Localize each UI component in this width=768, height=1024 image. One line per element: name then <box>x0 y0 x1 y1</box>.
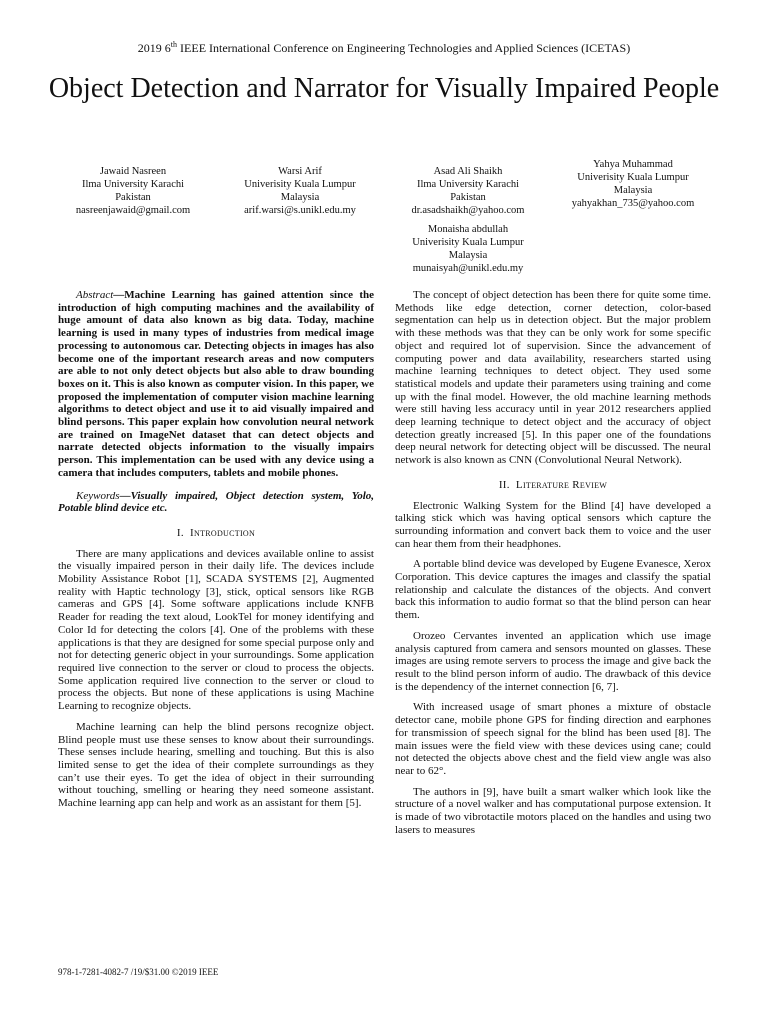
left-column <box>58 289 374 818</box>
author-block <box>225 165 375 217</box>
right-column <box>395 289 711 844</box>
author-email: dr.asadshaikh@yahoo.com <box>411 205 525 216</box>
author-block <box>393 165 543 217</box>
intro-paragraph: Machine learning can help the blind persons recognize object. Blind people must use these senses to know about their surroundings. These senses include hearing, smelling and touching. But this is also limited sense to get the idea of their complete surroundings as they can’t use their eyes. To get the idea of object in their surrounding without touching, smelling or hearing they need someone assistant. Machine learning app can help and work as an assistant for them [5]. <box>58 720 374 810</box>
author-country: Malaysia <box>613 185 653 196</box>
section-heading-literature-review: II. Literature Review <box>498 478 608 491</box>
conference-header: 2019 6th IEEE International Conference on Engineering Technologies and Applied Sciences (ICETAS) <box>137 40 631 55</box>
author-affiliation: Univerisity Kuala Lumpur <box>244 179 356 190</box>
author-country: Malaysia <box>448 250 488 261</box>
author-country: Pakistan <box>450 192 486 203</box>
author-name: Jawaid Nasreen <box>99 166 167 177</box>
author-block <box>393 223 543 275</box>
intro-paragraph: The concept of object detection has been there for quite some time. Methods like edge detection, corner detection, color-based segmentation can help us in detection object. But the major problem with these methods was that they can be only work for some specific object and required lot of supervision. Since the advancement of computing power and data availability, researchers started using machine learning techniques to detect object. They used some statistical models and update their parameters using training and come up with the final model. However, the old machine learning methods were still having less accuracy until in year 2012 researchers applied deep learning technique to detect object and the accuracy of object detection greatly increased [5]. In this paper one of the foundations deep neural network for detecting object will be discussed. The neural network is also known as CNN (Convolutional Neural Network). <box>395 289 711 467</box>
author-block <box>558 158 708 210</box>
author-email: munaisyah@unikl.edu.my <box>412 263 524 274</box>
abstract <box>58 289 374 480</box>
author-email: yahyakhan_735@yahoo.com <box>571 198 695 209</box>
author-country: Pakistan <box>115 192 151 203</box>
author-email: nasreenjawaid@gmail.com <box>75 205 191 216</box>
lit-paragraph: A portable blind device was developed by Eugene Evanesce, Xerox Corporation. This device captures the images and classify the spatial relationship and calculate the distances of the objects. And convert back this information to audio format so that the blind person can hear them. <box>395 558 711 622</box>
keywords <box>58 490 374 515</box>
author-name: Monaisha abdullah <box>427 224 509 235</box>
lit-paragraph: With increased usage of smart phones a mixture of obstacle detector cane, mobile phone GPS for finding direction and earphones for transmission of speech signal for the blind has been used [8]. The main issues were the field view with these devices using cane; could not detected the objects above chest and the field view angle was also near to 62°. <box>395 701 711 777</box>
author-name: Yahya Muhammad <box>593 159 673 170</box>
abstract-label: Abstract <box>76 289 114 301</box>
author-block <box>58 165 208 217</box>
author-affiliation: Univerisity Kuala Lumpur <box>412 237 524 248</box>
author-name: Asad Ali Shaikh <box>433 166 503 177</box>
author-name: Warsi Arif <box>278 166 322 177</box>
author-country: Malaysia <box>280 192 320 203</box>
keywords-label: Keywords <box>76 489 120 502</box>
intro-paragraph: There are many applications and devices available online to assist the visually impaired person in their daily life. The devices include Mobility Assistance Robot [1], SCADA SYSTEMS [2], Augmented reality with Haptic technology [3], stick, optical sensors like RGB cameras and GPS [4]. Some software applications include KNFB Reader for reading the text aloud, LookTel for money identifying and Color Id for detecting the colors [4]. One of the problems with these applications is that they are designed for some special purpose only and not for detecting generic object in your surroundings. Some application required live connection to the server or cloud to process the objects. Some application required live connection to the server or cloud to process the objects. But none of these applications is using Machine Learning to recognize objects. <box>58 547 374 713</box>
paper-title: Object Detection and Narrator for Visually Impaired People <box>48 73 720 104</box>
author-affiliation: Ilma University Karachi <box>81 179 185 190</box>
section-heading-introduction: I. Introduction <box>176 526 256 539</box>
lit-paragraph: Orozeo Cervantes invented an application which use image analysis captured from camera and sensors mounted on glasses. These images are using remote servers to process the image and give back the result to the blind person inform of audio. The drawback of this device is the dependency of the internet connection [6, 7]. <box>395 629 711 693</box>
copyright-footer: 978-1-7281-4082-7 /19/$31.00 ©2019 IEEE <box>58 967 219 977</box>
lit-paragraph: Electronic Walking System for the Blind [4] have developed a talking stick which was having optical sensors which capture the surrounding information and convert back them to voice and the user can hear them from their headphones. <box>395 499 711 550</box>
abstract-text: —Machine Learning has gained attention since the introduction of high computing machines and the availability of huge amount of data also known as big data. Today, machine learning is used in many types of industries from medical image processing to autonomous car. Detecting objects in images has also become one of the important research areas and now computers are able to not only detect objects but also able to draw bounding boxes on it. This is also known as computer vision. In this paper, we proposed the implementation of computer vision machine learning algorithms to detect object and use it to aid visually impaired and blind persons. This paper explain how convolution neural network are trained on ImageNet dataset that can detect objects and narrate detected objects information to the visually impairs person. This implementation can be used with any device using a camera that includes computers, tablets and mobile phones. <box>58 289 374 479</box>
lit-paragraph: The authors in [9], have built a smart walker which look like the structure of a novel walker and has computational purpose extension. It is made of two vibrotactile motors placed on the handles and using two lasers to measures <box>395 785 711 836</box>
author-email: arif.warsi@s.unikl.edu.my <box>244 205 356 216</box>
keywords-text: —Visually impaired, Object detection system, Yolo, Potable blind device etc. <box>58 489 374 515</box>
author-affiliation: Univerisity Kuala Lumpur <box>577 172 689 183</box>
author-affiliation: Ilma University Karachi <box>416 179 520 190</box>
